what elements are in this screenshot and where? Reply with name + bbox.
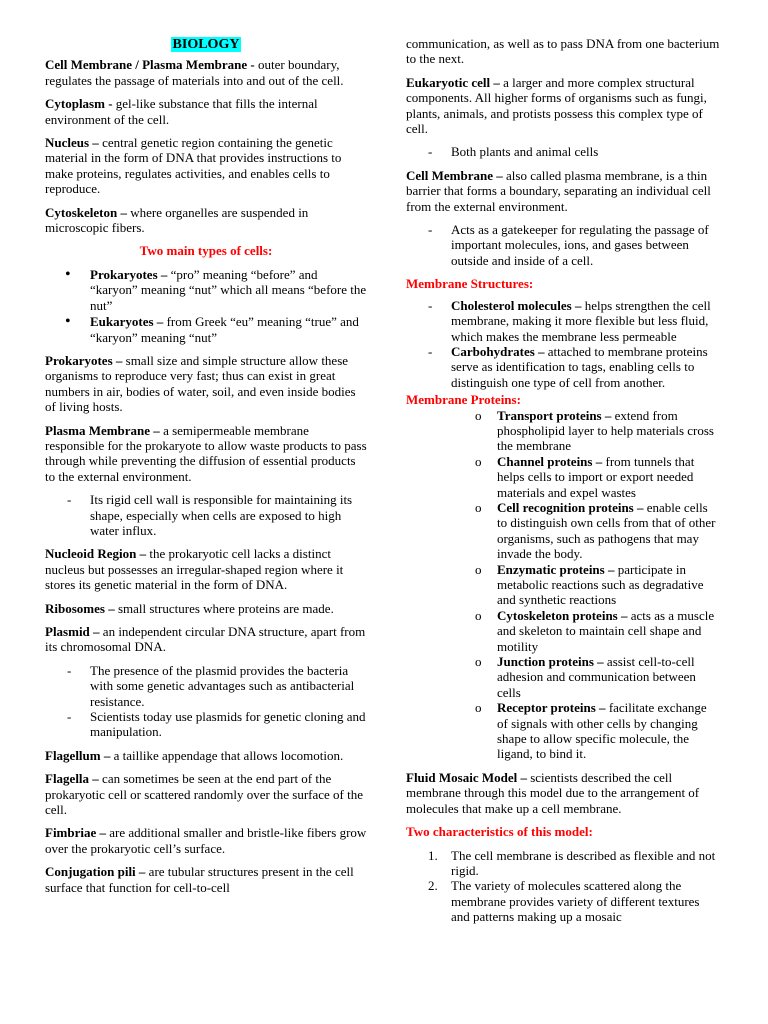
definition: “pro” meaning “before” and “karyon” meaning “nut” which all means “before the nut” — [90, 266, 367, 313]
list-item: - Acts as a gatekeeper for regulating the passage of important molecules, ions, and gases between outside and inside of a cell. — [406, 222, 720, 268]
term: Prokaryotes – — [90, 266, 168, 282]
left-column — [45, 36, 367, 903]
cell-membrane-definition — [45, 57, 367, 88]
list-item — [406, 700, 720, 762]
term: Cytoskeleton proteins – — [497, 607, 628, 623]
ribosomes-definition — [45, 601, 367, 616]
term: Fimbriae – — [45, 825, 107, 841]
item-text: The variety of molecules scattered along the membrane provides variety of different textures and patterns making up a mosaic — [451, 878, 700, 925]
model-characteristics-heading: Two characteristics of this model: — [406, 824, 593, 840]
list-item — [406, 344, 720, 390]
plasma-membrane-definition — [45, 423, 367, 485]
term: Transport proteins – — [497, 407, 612, 423]
term: Cell recognition proteins – — [497, 499, 644, 515]
membrane-structures-heading: Membrane Structures: — [406, 276, 534, 292]
definition: can sometimes be seen at the end part of the prokaryotic cell or scattered randomly over the surface of the cell. — [45, 771, 363, 818]
definition: an independent circular DNA structure, apart from its chromosomal DNA. — [45, 624, 366, 655]
term: Cytoskeleton – — [45, 204, 127, 220]
definition: a semipermeable membrane responsible for the prokaryote to allow waste products to pass through while preventing the diffusion of essential products to the external environment. — [45, 422, 367, 484]
list-item — [406, 878, 720, 924]
cell-types-heading: Two main types of cells: — [139, 243, 273, 259]
list-item — [406, 500, 720, 562]
definition: acts as a muscle and skeleton to maintain cell shape and motility — [497, 607, 715, 654]
definition: where organelles are suspended in microscopic fibers. — [45, 204, 309, 236]
definition: enable cells to distinguish own cells from that of other organisms, such as pathogens that may invade the body. — [497, 499, 716, 562]
fluid-mosaic-model-definition — [406, 770, 720, 816]
list-item — [45, 314, 367, 345]
flagellum-definition — [45, 748, 367, 763]
conjugation-pili-definition — [45, 864, 367, 895]
definition: small size and simple structure allow these organisms to reproduce very fast; thus can exist in great numbers in air, bodies of water, soil, and even inside bodies of living hosts. — [45, 352, 356, 415]
item-number: 2. — [428, 878, 438, 894]
plasmid-definition — [45, 624, 367, 655]
term: Enzymatic proteins – — [497, 561, 615, 577]
term: Junction proteins – — [497, 654, 604, 670]
term: Fluid Mosaic Model – — [406, 769, 527, 785]
nucleus-definition — [45, 135, 367, 197]
term: Nucleoid Region – — [45, 546, 147, 562]
membrane-proteins-list — [406, 408, 720, 762]
definition: attached to membrane proteins serve as identification to tags, enabling cells to distinguish one type of cell from another. — [451, 343, 708, 390]
eukaryotic-cell-definition — [406, 75, 720, 137]
definition: also called plasma membrane, is a thin barrier that forms a boundary, separating an individual cell from the external environment. — [406, 167, 711, 214]
term: Cytoplasm - — [45, 96, 113, 112]
definition: small structures where proteins are made. — [114, 600, 334, 616]
term: Channel proteins – — [497, 453, 603, 469]
definition: facilitate exchange of signals with other cells by changing shape to allow specific molecule, the ligand, to bind it. — [497, 700, 707, 762]
definition: helps strengthen the cell membrane, making it more flexible but less fluid, which makes the membrane less permeable — [451, 297, 711, 344]
list-item — [406, 562, 720, 608]
term: Cholesterol molecules – — [451, 297, 582, 313]
nucleoid-region-definition — [45, 546, 367, 592]
cell-types-list — [45, 267, 367, 345]
term: Receptor proteins – — [497, 700, 606, 716]
term: Ribosomes – — [45, 600, 115, 616]
list-item: - Its rigid cell wall is responsible for maintaining its shape, especially when cells are exposed to high water influx. — [45, 492, 367, 538]
term: Eukaryotic cell – — [406, 74, 500, 90]
definition: outer boundary, regulates the passage of materials into and out of the cell. — [45, 57, 344, 88]
definition: assist cell-to-cell adhesion and communication between cells — [497, 654, 696, 700]
term: Plasmid – — [45, 624, 100, 639]
document-title-wrap — [45, 36, 367, 52]
right-column — [406, 36, 720, 925]
list-item: - Scientists today use plasmids for genetic cloning and manipulation. — [45, 709, 367, 740]
membrane-structures-list — [406, 298, 720, 390]
list-item — [406, 408, 720, 454]
list-item — [406, 298, 720, 344]
definition: a larger and more complex structural components. All higher forms of organisms such as fungi, plants, animals, and protists possess this complex type of cell. — [406, 74, 707, 137]
cytoskeleton-definition — [45, 205, 367, 236]
eukaryotic-notes — [406, 144, 720, 159]
plasmid-notes — [45, 663, 367, 740]
list-item — [45, 267, 367, 313]
definition: gel-like substance that fills the internal environment of the cell. — [45, 96, 318, 127]
cytoplasm-definition — [45, 96, 367, 127]
definition: from tunnels that helps cells to import or export needed materials and expel wastes — [497, 453, 695, 500]
list-item — [406, 608, 720, 654]
plasma-membrane-notes — [45, 492, 367, 538]
term: Conjugation pili – — [45, 864, 146, 880]
model-characteristics-list — [406, 848, 720, 925]
continued-paragraph: communication, as well as to pass DNA from one bacterium to the next. — [406, 36, 720, 67]
item-text: The cell membrane is described as flexible and not rigid. — [451, 847, 716, 878]
list-item: - Both plants and animal cells — [406, 144, 720, 159]
term: Eukaryotes – — [90, 314, 164, 330]
cell-membrane-definition — [406, 168, 720, 214]
definition: participate in metabolic reactions such as degradative and synthetic reactions — [497, 561, 704, 608]
definition: from Greek “eu” meaning “true” and “karyon” meaning “nut” — [90, 314, 359, 345]
definition: are additional smaller and bristle-like fibers grow over the prokaryotic cell’s surface. — [45, 825, 367, 856]
term: Flagella – — [45, 771, 99, 787]
definition: the prokaryotic cell lacks a distinct nucleus but possesses an irregular-shaped region where it stores its genetic material in the form of DNA. — [45, 546, 344, 593]
term: Plasma Membrane – — [45, 422, 160, 438]
definition: scientists described the cell membrane through this model due to the arrangement of molecules that make up a cell membrane. — [406, 769, 700, 816]
prokaryotes-definition — [45, 353, 367, 415]
fimbriae-definition — [45, 825, 367, 856]
definition: are tubular structures present in the cell surface that function for cell-to-cell — [45, 864, 354, 895]
term: Nucleus – — [45, 135, 99, 151]
term: Prokaryotes – — [45, 352, 123, 368]
list-item — [406, 654, 720, 700]
definition: a taillike appendage that allows locomotion. — [110, 747, 344, 763]
flagella-definition — [45, 771, 367, 817]
membrane-proteins-heading: Membrane Proteins: — [406, 392, 521, 408]
item-number: 1. — [428, 847, 438, 863]
document-title: BIOLOGY — [172, 37, 240, 52]
cell-membrane-notes — [406, 222, 720, 268]
list-item: - The presence of the plasmid provides the bacteria with some genetic advantages such as antibacterial resistance. — [45, 663, 367, 709]
term: Cell Membrane – — [406, 167, 503, 183]
term: Carbohydrates – — [451, 343, 545, 359]
term: Cell Membrane / Plasma Membrane - — [45, 57, 255, 73]
list-item — [406, 848, 720, 879]
list-item — [406, 454, 720, 500]
definition: central genetic region containing the genetic material in the form of DNA that provides instructions to make proteins, regulates activities, and enables cells to reproduce. — [45, 135, 342, 197]
definition: extend from phospholipid layer to help materials cross the membrane — [497, 407, 714, 454]
term: Flagellum – — [45, 747, 111, 763]
